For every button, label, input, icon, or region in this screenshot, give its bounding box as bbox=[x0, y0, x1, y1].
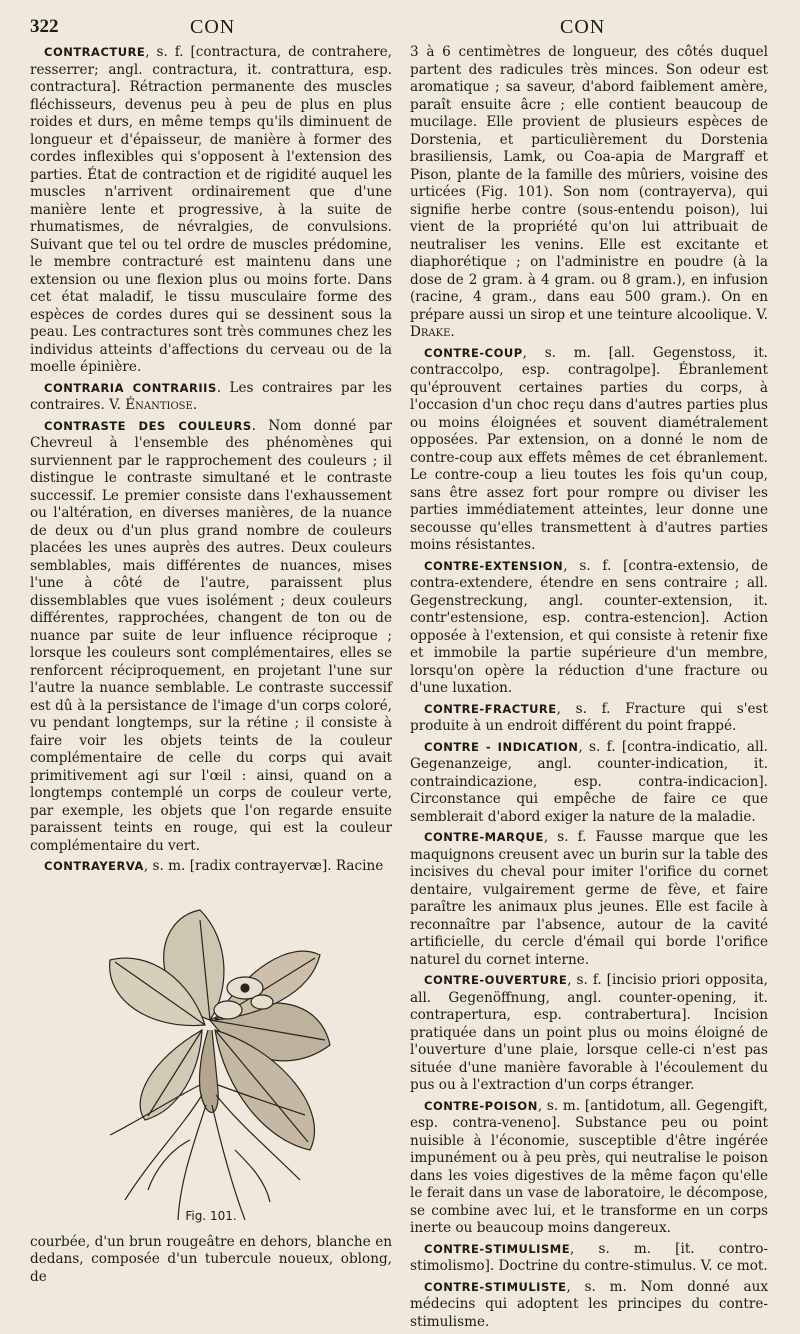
entry-contre-poison bbox=[410, 1098, 768, 1238]
plant-illustration-icon bbox=[30, 880, 392, 1232]
entry-contraste-des-couleurs bbox=[30, 418, 392, 856]
entry-contre-fracture bbox=[410, 701, 768, 736]
cross-reference: Drake. bbox=[410, 324, 455, 340]
entry-contraria-contrariis bbox=[30, 380, 392, 415]
entry-contrayerva-continued-right bbox=[410, 44, 768, 342]
entry-contre-indication bbox=[410, 739, 768, 827]
entry-contrayerva bbox=[30, 858, 392, 876]
headword: CONTRASTE DES COULEURS bbox=[44, 418, 252, 433]
headword: CONTRE-POISON bbox=[424, 1098, 538, 1113]
headword: CONTRE-OUVERTURE bbox=[424, 973, 568, 987]
entry-text: , s. m. [antidotum, all. Gegengift, esp. contra-veneno]. Substance peu ou point nuisible à l'économie, susceptible d'être ingérée impunément ou à peu près, qui neutralise le poison dans les voies digestives de la même façon qu'elle le ferait dans un vase de laboratoire, le décompose, se combine avec lui, et le transforme en un corps inerte ou beaucoup moins dangereux. bbox=[410, 1097, 768, 1236]
entry-text: , s. m. [radix contrayervæ]. Racine bbox=[143, 858, 384, 874]
headword: CONTRE-STIMULISTE bbox=[424, 1279, 567, 1294]
entry-text: , s. f. [contra-extensio, de contra-extendere, étendre en sens contraire ; all. Gegenstreckung, angl. counter-extension, it. contr'estensione, esp. contra-estencion]. Action opposée à l'extension, et qui consiste à retenir fixe et immobile la partie supérieure d'un membre, lorsqu'on opère la réduction d'une fracture ou d'une luxation. bbox=[410, 557, 768, 696]
entry-text: , s. f. Fracture qui s'est produite à un endroit différent du point frappé. bbox=[410, 700, 768, 734]
entry-text: . Nom donné par Chevreul à l'ensemble des phénomènes qui surviennent par le rapprochement des couleurs ; il distingue le contraste simultané et le contraste successif. Le premier consiste dans l'exhaussement ou l'altération, en diverses manières, de la nuance de deux ou d'un plus grand nombre de couleurs placées les unes auprès des autres. Deux couleurs semblables, mais différentes de nuances, mises l'une à côté de l'autre, paraissent plus dissemblables que vues isolément ; deux couleurs différentes, rapprochées, changent de ton ou de nuance par suite de leur influence réciproque ; lorsque les couleurs sont complémentaires, elles se renforcent réciproquement, en projetant l'une sur l'autre la nuance semblable. Le contraste successif est dû à la persistance de l'image d'un corps coloré, vu pendant longtemps, sur la rétine ; il consiste à faire voir les objets teints de la couleur complémentaire de celle du corps qui avait primitivement agi sur l'œil : ainsi, quand on a longtemps contemplé un corps de couleur verte, par exemple, les objets que l'on regarde ensuite paraissent teints en rouge, qui est la couleur complémentaire du vert. bbox=[30, 417, 393, 854]
entry-text: , s. f. Fausse marque que les maquignons creusent avec un burin sur la table des incisives du cheval pour imiter l'orifice du cornet dentaire, vulgairement germe de fève, et faire paraître les animaux plus jeunes. Elle est facile à reconnaître par l'absence, autour de la cavité artificielle, du cercle d'émail qui borde l'orifice naturel du cornet interne. bbox=[410, 829, 768, 968]
entry-contrayerva-continued: courbée, d'un brun rougeâtre en dehors, blanche en dedans, composée d'un tubercule noueux, oblong, de bbox=[30, 1233, 392, 1285]
entry-contre-ouverture bbox=[410, 972, 768, 1095]
entry-text: , s. m. [it. contro-stimolismo]. Doctrine du contre-stimulus. V. ce mot. bbox=[410, 1240, 768, 1274]
entry-contre-stimulisme bbox=[410, 1241, 768, 1276]
running-head-right: CON bbox=[560, 16, 606, 38]
headword: CONTRACTURE bbox=[44, 45, 146, 59]
headword: CONTRE-STIMULISME bbox=[424, 1241, 571, 1256]
entry-text: , s. m. [all. Gegenstoss, it. contraccolpo, esp. contragolpe]. Ébranlement qu'éprouvent certaines parties du corps, à l'occasion d'un choc reçu dans d'autres parties plus ou moins éloignées et souvent diamétralement opposées. Par extension, on a donné le nom de contre-coup aux effets mêmes de cet ébranlement. Le contre-coup a lieu toutes les fois qu'un coup, sans être assez fort pour rompre ou diviser les parties immédiatement atteintes, leur donne une secousse qu'elles transmettent à d'autres parties moins résistantes. bbox=[410, 344, 768, 553]
entry-text: , s. m. Nom donné aux médecins qui adoptent les principes du contre-stimulisme. bbox=[410, 1278, 768, 1330]
headword: CONTRARIA CONTRARIIS bbox=[44, 380, 217, 395]
entry-text: , s. f. [contra-indicatio, all. Gegenanzeige, angl. counter-indication, it. contraindicazione, esp. contra-indicacion]. Circonstance qui empêche de faire ce que semblerait d'abord exiger la nature de la maladie. bbox=[410, 738, 769, 825]
entry-contre-coup bbox=[410, 345, 768, 555]
left-column bbox=[30, 44, 392, 1289]
figure-101 bbox=[30, 880, 392, 1232]
headword: CONTRE-MARQUE bbox=[424, 830, 544, 844]
headword: CONTRAYERVA bbox=[44, 859, 144, 873]
entry-text: , s. f. [incisio priori opposita, all. Gegenöffnung, angl. counter-opening, it. contrapertura, esp. contrabertura]. Incision pratiquée dans un point plus ou moins éloigné de l'ouverture d'une plaie, lorsque celle-ci n'est pas située d'une manière favorable à l'écoulement du pus ou à l'extraction d'un corps étranger. bbox=[410, 972, 768, 1093]
page-number: 322 bbox=[30, 16, 59, 37]
entry-contre-extension bbox=[410, 558, 768, 698]
cross-reference: Énantiose. bbox=[125, 397, 198, 413]
page-header bbox=[30, 16, 786, 42]
headword: CONTRE-EXTENSION bbox=[424, 558, 564, 573]
entry-contracture bbox=[30, 44, 392, 377]
headword: CONTRE - INDICATION bbox=[424, 739, 579, 754]
right-column bbox=[410, 44, 768, 1334]
headword: CONTRE-COUP bbox=[424, 345, 523, 360]
entry-text: . Les contraires par les contraires. V. bbox=[30, 379, 392, 413]
entry-contre-marque bbox=[410, 829, 768, 969]
entry-contre-stimuliste bbox=[410, 1279, 768, 1332]
figure-caption: Fig. 101. bbox=[185, 1209, 237, 1223]
headword: CONTRE-FRACTURE bbox=[424, 701, 557, 716]
entry-text: 3 à 6 centimètres de longueur, des côtés duquel partent des radicules très minces. Son odeur est aromatique ; sa saveur, d'abord faiblement amère, paraît ensuite âcre ; elle contient beaucoup de mucilage. Elle provient de plusieurs espèces de Dorstenia, et particulièrement du Dorstenia brasiliensis, Lamk, ou Coa-apia de Margraff et Pison, plante de la famille des mûriers, voisine des urticées (Fig. 101). Son nom (contrayerva), qui signifie herbe contre (sous-entendu poison), lui vient de la propriété qu'on lui attribuait de neutraliser les venins. Elle est excitante et diaphorétique ; on l'administre en poudre (à la dose de 2 gram. à 4 gram. ou 8 gram.), en infusion (racine, 4 gram., dans eau 500 gram.). On en prépare aussi un sirop et une teinture alcoolique. V. bbox=[410, 44, 768, 323]
running-head-left: CON bbox=[190, 16, 236, 38]
entry-text: , s. f. [contractura, de contrahere, resserrer; angl. contractura, it. contrattura, esp. contractura]. Rétraction permanente des muscles fléchisseurs, devenus peu à peu de plus en plus roides et durs, en même temps qu'ils diminuent de longueur et d'épaisseur, de manière à former des cordes inflexibles qui s'opposent à l'extension des parties. État de contraction et de rigidité auquel les muscles n'arrivent ordinairement que d'une manière lente et progressive, à la suite de rhumatismes, de névralgies, de convulsions. Suivant que tel ou tel ordre de muscles prédomine, le membre contracturé est maintenu dans une extension ou une flexion plus ou moins forte. Dans cet état maladif, le tissu musculaire forme des espèces de cordes dures qui se dessinent sous la peau. Les contractures sont très communes chez les individus atteints d'affections du cerveau ou de la moelle épinière. bbox=[30, 44, 392, 375]
